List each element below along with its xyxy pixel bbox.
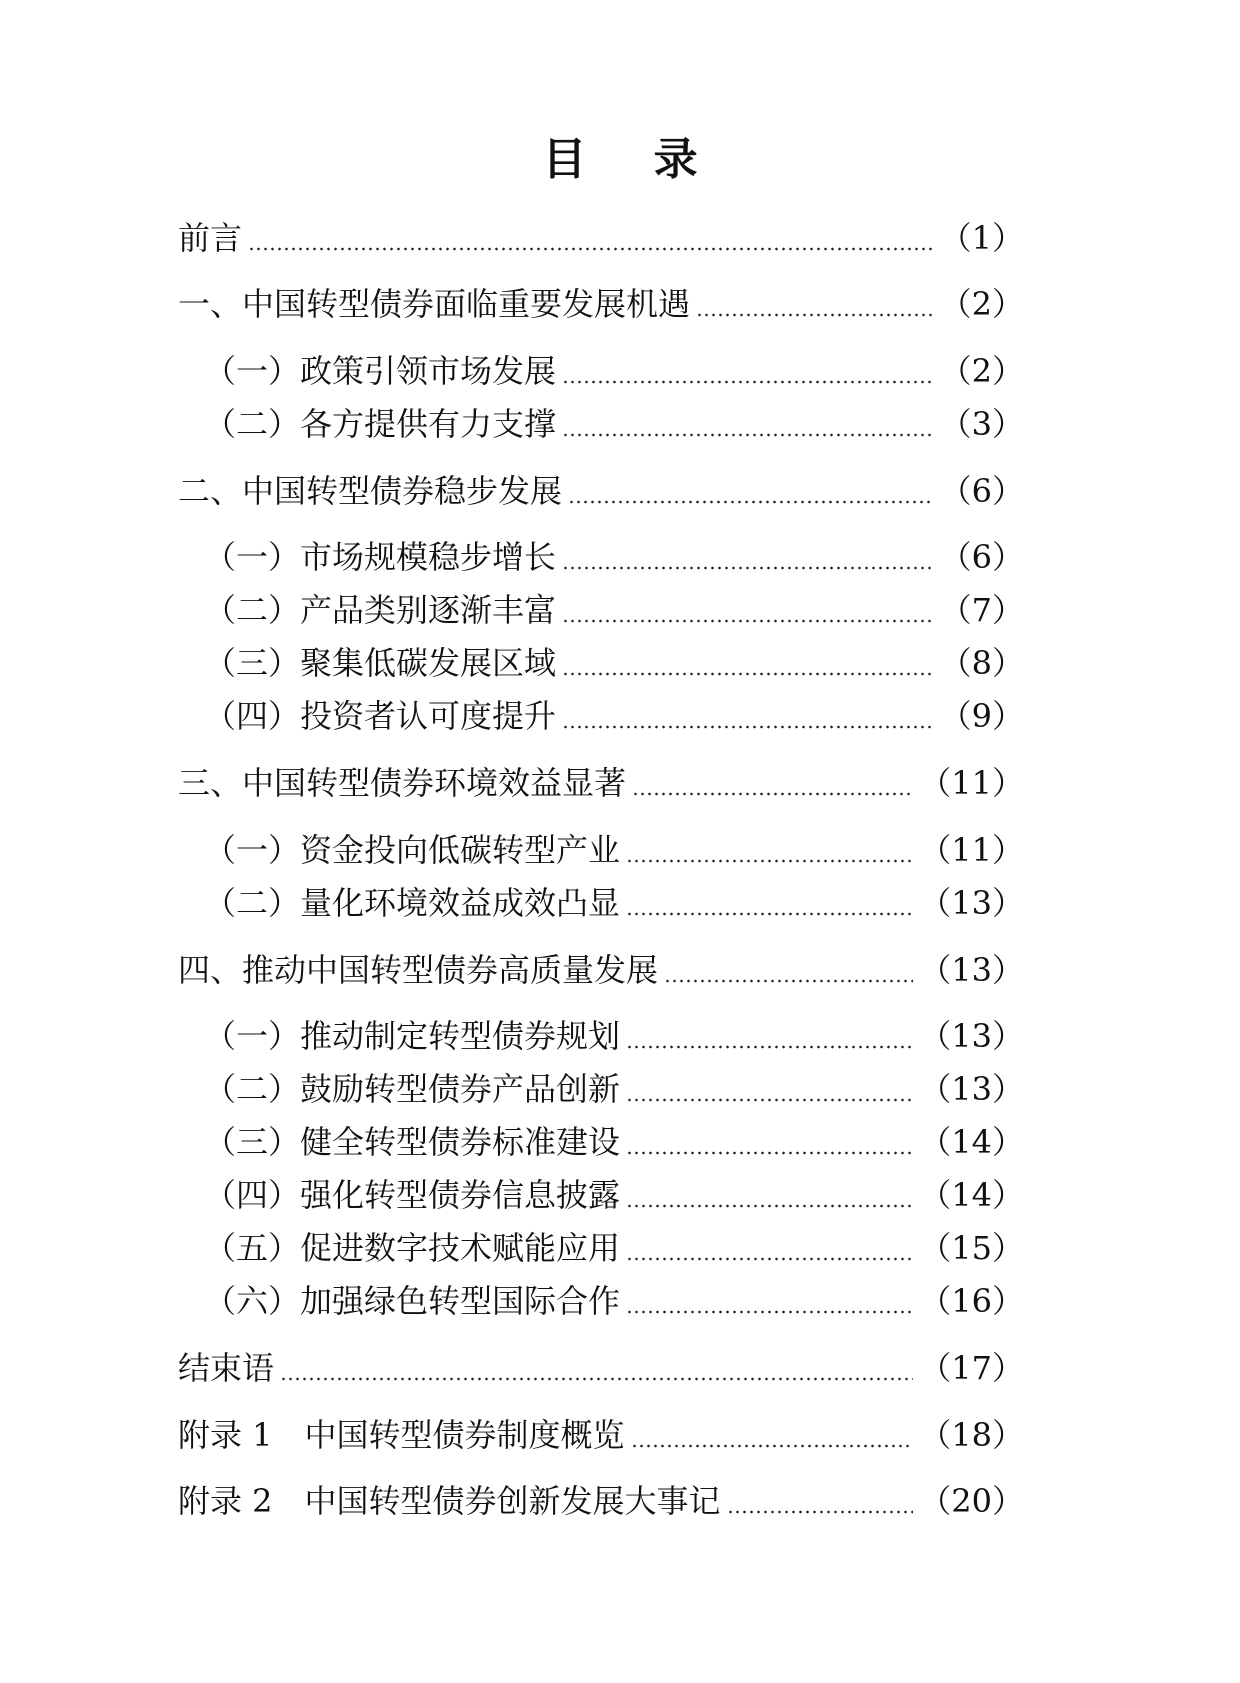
toc-entry-page: （8） [939, 644, 1024, 682]
toc-entry-label: 一、中国转型债券面临重要发展机遇 [178, 285, 691, 323]
toc-entry[interactable] [178, 1340, 1024, 1390]
toc-entry[interactable] [178, 1167, 1024, 1217]
toc-entry-label: （二）鼓励转型债券产品创新 [204, 1070, 621, 1108]
toc-entry-page: （14） [919, 1176, 1024, 1214]
dot-leader [626, 1204, 913, 1208]
toc-entry[interactable] [178, 463, 1024, 513]
dot-leader [562, 619, 934, 623]
toc-entry[interactable] [178, 875, 1024, 925]
toc-entry[interactable] [178, 582, 1024, 632]
toc-entry-page: （6） [939, 538, 1024, 576]
toc-entry-label: （三）聚集低碳发展区域 [204, 644, 557, 682]
dot-leader [562, 380, 934, 384]
toc-entry-label: 三、中国转型债券环境效益显著 [178, 764, 627, 802]
dot-leader [568, 500, 934, 504]
dot-leader [626, 859, 913, 863]
dot-leader [626, 912, 913, 916]
toc-entry-label: （五）促进数字技术赋能应用 [204, 1229, 621, 1267]
dot-leader [626, 1151, 913, 1155]
toc-entry-page: （11） [919, 831, 1024, 869]
dot-leader [727, 1510, 914, 1514]
toc-entry-label: 四、推动中国转型债券高质量发展 [178, 951, 659, 989]
toc-entry[interactable] [178, 942, 1024, 992]
toc-entry-label: 结束语 [178, 1349, 275, 1387]
toc-entry-label: （一）政策引领市场发展 [204, 352, 557, 390]
toc-entry-label: （二）量化环境效益成效凸显 [204, 884, 621, 922]
toc-entry-label: （一）推动制定转型债券规划 [204, 1017, 621, 1055]
dot-leader [562, 672, 934, 676]
toc-entry-label: （四）投资者认可度提升 [204, 697, 557, 735]
toc-entry[interactable] [178, 276, 1024, 326]
dot-leader [248, 247, 934, 251]
toc-entry[interactable] [178, 635, 1024, 685]
toc-entry[interactable] [178, 1273, 1024, 1323]
dot-leader [280, 1377, 913, 1381]
toc-entry-page: （17） [919, 1349, 1024, 1387]
toc-entry[interactable] [178, 755, 1024, 805]
toc-entry-page: （3） [939, 405, 1024, 443]
toc-entry[interactable] [178, 1008, 1024, 1058]
dot-leader [626, 1098, 913, 1102]
toc-entry-label: 二、中国转型债券稳步发展 [178, 472, 563, 510]
toc-entry-page: （2） [939, 285, 1024, 323]
toc-entry-page: （15） [919, 1229, 1024, 1267]
dot-leader [562, 566, 934, 570]
dot-leader [562, 725, 934, 729]
toc-entry-page: （13） [919, 951, 1024, 989]
toc-entry[interactable] [178, 688, 1024, 738]
toc-entry[interactable] [178, 1220, 1024, 1270]
dot-leader [664, 979, 913, 983]
toc-entry[interactable] [178, 1407, 1024, 1457]
toc-entry-page: （13） [919, 1070, 1024, 1108]
dot-leader [696, 313, 934, 317]
toc-entry-page: （16） [919, 1282, 1024, 1320]
toc-entry-label: 前言 [178, 219, 243, 257]
toc-entry-page: （1） [939, 219, 1024, 257]
toc-entry-label: （二）产品类别逐渐丰富 [204, 591, 557, 629]
toc-entry-page: （20） [919, 1482, 1024, 1520]
toc-entry[interactable] [178, 1114, 1024, 1164]
toc-entry-page: （13） [919, 884, 1024, 922]
toc-entry-label: （二）各方提供有力支撑 [204, 405, 557, 443]
toc-entry-page: （6） [939, 472, 1024, 510]
toc-entry-page: （11） [919, 764, 1024, 802]
dot-leader [562, 433, 934, 437]
toc-entry-page: （13） [919, 1017, 1024, 1055]
toc-entry-page: （7） [939, 591, 1024, 629]
toc-entry-label: 附录 2 中国转型债券创新发展大事记 [178, 1482, 721, 1520]
toc-entry-label: （一）资金投向低碳转型产业 [204, 831, 621, 869]
toc-entry[interactable] [178, 529, 1024, 579]
toc-entry-label: （六）加强绿色转型国际合作 [204, 1282, 621, 1320]
toc-entry[interactable] [178, 210, 1024, 260]
dot-leader [631, 1444, 914, 1448]
dot-leader [632, 792, 913, 796]
dot-leader [626, 1310, 913, 1314]
toc-title: 目 录 [542, 134, 724, 185]
toc-entry[interactable] [178, 822, 1024, 872]
dot-leader [626, 1045, 913, 1049]
toc-entry[interactable] [178, 396, 1024, 446]
toc-entry[interactable] [178, 1061, 1024, 1111]
toc-entry-page: （2） [939, 352, 1024, 390]
toc-entry-label: （三）健全转型债券标准建设 [204, 1123, 621, 1161]
toc-entry-label: 附录 1 中国转型债券制度概览 [178, 1416, 625, 1454]
toc-entry-page: （14） [919, 1123, 1024, 1161]
toc-entry-label: （四）强化转型债券信息披露 [204, 1176, 621, 1214]
dot-leader [626, 1257, 913, 1261]
toc-entry-page: （18） [919, 1416, 1024, 1454]
toc-entry-label: （一）市场规模稳步增长 [204, 538, 557, 576]
toc-entry-page: （9） [939, 697, 1024, 735]
toc-entry[interactable] [178, 1473, 1024, 1523]
toc-entry[interactable] [178, 343, 1024, 393]
